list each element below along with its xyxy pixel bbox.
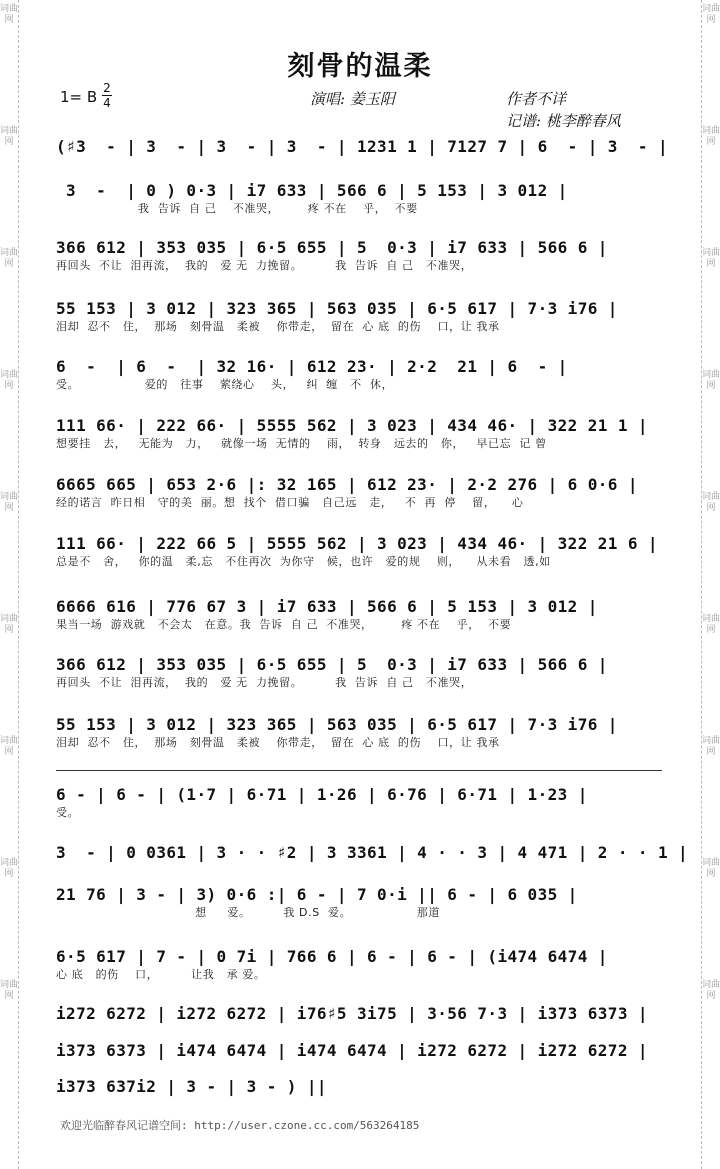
watermark-text: 词曲网 (0, 248, 19, 269)
key-signature: 1= B (60, 88, 98, 106)
lyrics-row: 再回头 不让 泪再流， 我的 爱 无 力挽留。 我 告诉 自 己 不准哭， (56, 676, 473, 689)
composer-credit: 作者不详 (506, 90, 567, 108)
score-line (56, 136, 669, 172)
notation-row: 6666 616 | 776 67 3 | i7 633 | 566 6 | 5 153 | 3 012 | (56, 597, 598, 616)
watermark-text: 词曲网 (702, 126, 720, 147)
score-line (56, 1003, 662, 1039)
watermark-text: 词曲网 (702, 736, 720, 757)
score-line (56, 884, 662, 920)
lyrics-row: 再回头 不让 泪再流， 我的 爱 无 力挽留。 我 告诉 自 己 不准哭， (56, 259, 473, 272)
notation-row: 55 153 | 3 012 | 323 365 | 563 035 | 6·5 617 | 7·3 i76 | (56, 715, 618, 734)
notation-row: 6665 665 | 653 2·6 |: 32 165 | 612 23· | 2·2 276 | 6 0·6 | (56, 475, 638, 494)
lyrics-row: 心 底 的伤 口， 让我 承 爱。 (56, 968, 266, 981)
notation-row: i373 637i2 | 3 - | 3 - ) || (56, 1077, 327, 1096)
notation-row: 6 - | 6 - | (1·7 | 6·71 | 1·26 | 6·76 | 6·71 | 1·23 | (56, 785, 588, 804)
lyrics-row: 总是不 舍， 你的温 柔,忘 不住再次 为你守 候，也许 爱的规 则， 从未看 透,如 (56, 555, 551, 568)
lyrics-row (56, 158, 662, 172)
score-line (56, 415, 662, 451)
notation-row: 6·5 617 | 7 - | 0 7i | 766 6 | 6 - | 6 - | (i474 6474 | (56, 947, 608, 966)
score-line (56, 784, 662, 820)
singer-credit: 演唱: 姜玉阳 (310, 90, 395, 108)
notation-row: i272 6272 | i272 6272 | i76♯5 3i75 | 3·56 7·3 | i373 6373 | (56, 1004, 648, 1023)
lyrics-row: 受。 (56, 806, 80, 819)
score-line (56, 596, 662, 632)
footer-credit: 欢迎光临醉春风记谱空间: http://user.czone.cc.com/563264185 (60, 1119, 420, 1132)
notation-row: 111 66· | 222 66· | 5555 562 | 3 023 | 434 46· | 322 21 1 | (56, 416, 648, 435)
right-watermark-strip (701, 0, 720, 1169)
lyrics-row: 经的诺言 昨日相 守的美 丽。想 找个 借口骗 自己远 走， 不 再 停 留， 心 (56, 496, 524, 509)
watermark-text: 词曲网 (0, 736, 19, 757)
score-line (56, 1040, 662, 1076)
time-signature-bottom: 4 (103, 96, 111, 110)
time-signature (102, 82, 112, 109)
score-line (56, 1076, 662, 1112)
lyrics-row (56, 864, 662, 878)
volta-bracket-line (56, 770, 662, 771)
arranger-credit: 记谱: 桃李醉春风 (506, 112, 621, 130)
notation-row: 366 612 | 353 035 | 6·5 655 | 5 0·3 | i7 633 | 566 6 | (56, 655, 608, 674)
watermark-text: 词曲网 (702, 370, 720, 391)
score-line (56, 714, 662, 750)
notation-row: 55 153 | 3 012 | 323 365 | 563 035 | 6·5 617 | 7·3 i76 | (56, 299, 618, 318)
lyrics-row (56, 1098, 662, 1112)
score-line (56, 533, 662, 569)
notation-row: 111 66· | 222 66 5 | 5555 562 | 3 023 | 434 46· | 322 21 6 | (56, 534, 658, 553)
time-signature-top: 2 (103, 81, 111, 95)
notation-row: (♯3 - | 3 - | 3 - | 3 - | 1231 1 | 7127 7 | 6 - | 3 - | (56, 137, 669, 156)
lyrics-row (56, 1062, 662, 1076)
lyrics-row (56, 1025, 662, 1039)
watermark-text: 词曲网 (702, 980, 720, 1001)
song-title: 刻骨的温柔 (287, 51, 433, 82)
watermark-text: 词曲网 (0, 370, 19, 391)
lyrics-row: 果当一场 游戏就 不会太 在意。我 告诉 自 己 不准哭， 疼 不在 乎， 不要 (56, 618, 512, 631)
lyrics-row: 受。 爱的 往事 萦绕心 头， 纠 缠 不 休， (56, 378, 394, 391)
notation-row: 3 - | 0 0361 | 3 · · ♯2 | 3 3361 | 4 · · 3 | 4 471 | 2 · · 1 | (56, 843, 689, 862)
watermark-text: 词曲网 (0, 614, 19, 635)
score-line (56, 298, 662, 334)
score-line (56, 180, 662, 216)
watermark-text: 词曲网 (0, 4, 19, 25)
watermark-text: 词曲网 (0, 492, 19, 513)
score-line (56, 237, 662, 273)
left-watermark-strip (0, 0, 19, 1169)
watermark-text: 词曲网 (702, 492, 720, 513)
lyrics-row: 想 爱。 我 D.S 爱。 那道 (56, 906, 440, 919)
watermark-text: 词曲网 (0, 126, 19, 147)
watermark-text: 词曲网 (0, 980, 19, 1001)
score-line (56, 654, 662, 690)
lyrics-row: 我 告诉 自 己 不准哭， 疼 不在 乎， 不要 (56, 202, 418, 215)
watermark-text: 词曲网 (702, 614, 720, 635)
notation-row: 3 - | 0 ) 0·3 | i7 633 | 566 6 | 5 153 | 3 012 | (56, 181, 568, 200)
watermark-text: 词曲网 (702, 858, 720, 879)
lyrics-row: 泪却 忍不 住， 那场 刻骨温 柔被 你带走， 留在 心 底 的伤 口，让 我承 (56, 736, 500, 749)
score-line (56, 946, 662, 982)
notation-row: i373 6373 | i474 6474 | i474 6474 | i272 6272 | i272 6272 | (56, 1041, 648, 1060)
notation-row: 366 612 | 353 035 | 6·5 655 | 5 0·3 | i7 633 | 566 6 | (56, 238, 608, 257)
score-line (56, 842, 689, 878)
lyrics-row: 想要挂 去， 无能为 力， 就像一场 无情的 雨， 转身 远去的 你， 早已忘 记 曾 (56, 437, 547, 450)
score-line (56, 474, 662, 510)
watermark-text: 词曲网 (702, 248, 720, 269)
notation-row: 21 76 | 3 - | 3) 0·6 :| 6 - | 7 0·i || 6 - | 6 035 | (56, 885, 578, 904)
lyrics-row: 泪却 忍不 住， 那场 刻骨温 柔被 你带走， 留在 心 底 的伤 口，让 我承 (56, 320, 500, 333)
score-line (56, 356, 662, 392)
notation-row: 6 - | 6 - | 32 16· | 612 23· | 2·2 21 | 6 - | (56, 357, 568, 376)
watermark-text: 词曲网 (702, 4, 720, 25)
watermark-text: 词曲网 (0, 858, 19, 879)
